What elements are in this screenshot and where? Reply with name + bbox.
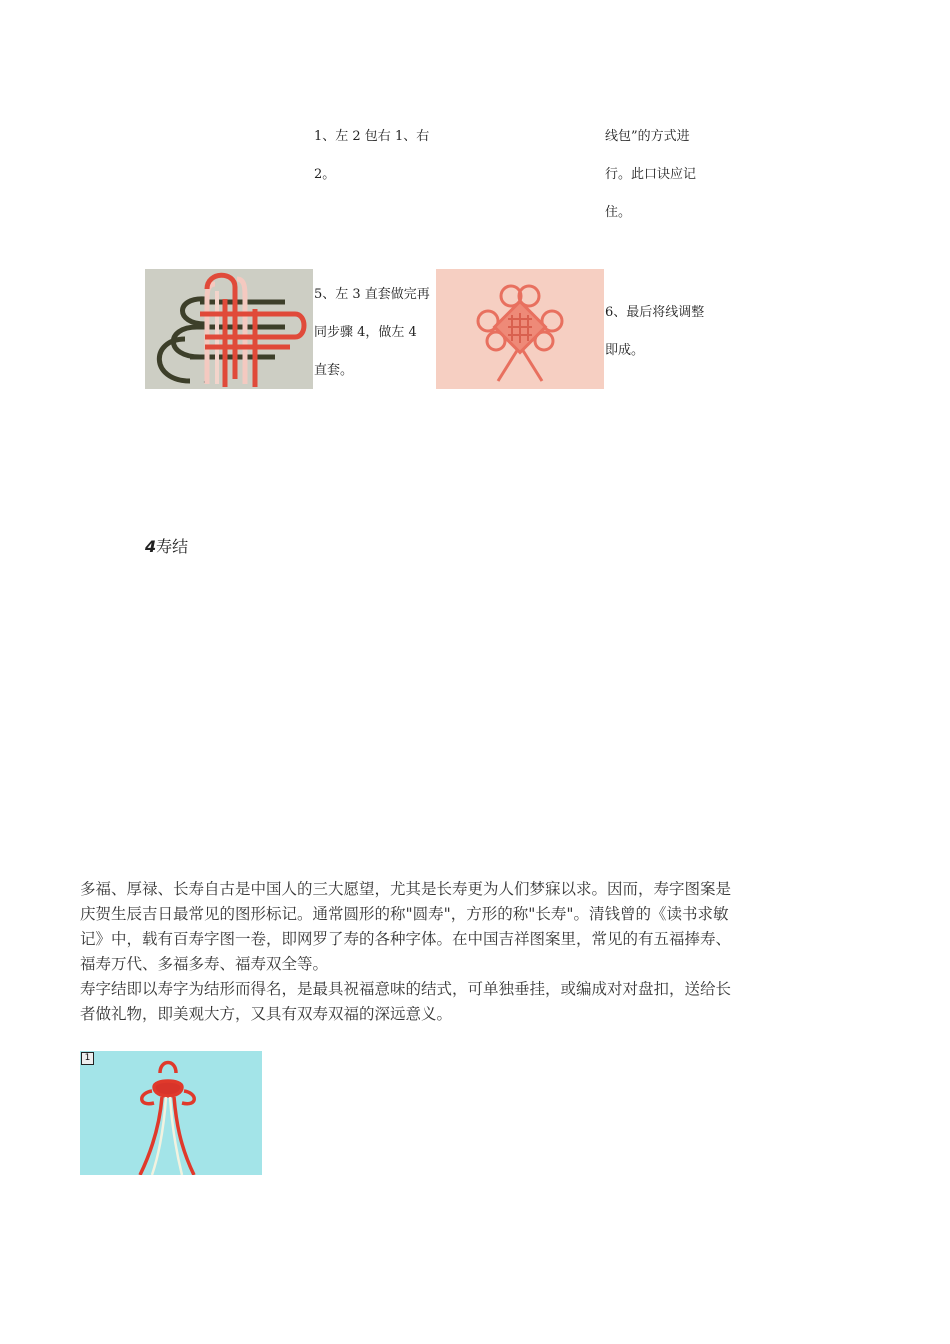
step4-continued-text <box>605 118 735 232</box>
step6-line1: 6、最后将线调整 <box>605 305 705 320</box>
svg-text:·: · <box>203 378 206 387</box>
article-body <box>80 877 745 1027</box>
step4-line1: 线包”的方式进 <box>605 129 690 144</box>
section-title: 寿结 <box>156 537 189 556</box>
section-number: 4 <box>145 537 157 556</box>
section-heading <box>145 534 188 557</box>
step1-line2: 2。 <box>314 167 336 182</box>
step6-knot-image <box>436 269 604 389</box>
step4-line3: 住。 <box>605 205 632 220</box>
step-number-badge: 1 <box>81 1052 94 1065</box>
paragraph-2: 寿字结即以寿字为结形而得名，是最具祝福意味的结式，可单独垂挂，或编成对对盘扣，送给长者做礼物，即美观大方，又具有双寿双福的深远意义。 <box>80 980 732 1023</box>
step1-text <box>314 118 444 194</box>
step5-line1: 5、左 3 直套做完再 <box>314 287 430 302</box>
shou-knot-step1-photo <box>80 1051 262 1175</box>
step5-line2: 同步骤 4，做左 4 <box>314 325 417 340</box>
step5-line3: 直套。 <box>314 363 354 378</box>
step4-line2: 行。此口诀应记 <box>605 167 697 182</box>
step1-line1: 1、左 2 包右 1、右 <box>314 129 430 144</box>
step5-photo <box>145 269 313 389</box>
step5-text <box>314 276 439 390</box>
step5-knot-image <box>145 269 313 389</box>
step6-line2: 即成。 <box>605 343 645 358</box>
paragraph-1: 多福、厚禄、长寿自古是中国人的三大愿望，尤其是长寿更为人们梦寐以求。因而，寿字图案是庆贺生辰吉日最常见的图形标记。通常圆形的称"圆寿"，方形的称"长寿"。清钱曾的《读书求敏记》中，载有百寿字图一卷，即网罗了寿的各种字体。在中国吉祥图案里，常见的有五福捧寿、福寿万代、多福多寿、福寿双全等。 <box>80 880 732 973</box>
step6-text <box>605 294 735 370</box>
shou-knot-image <box>80 1051 262 1175</box>
step6-photo <box>436 269 604 389</box>
